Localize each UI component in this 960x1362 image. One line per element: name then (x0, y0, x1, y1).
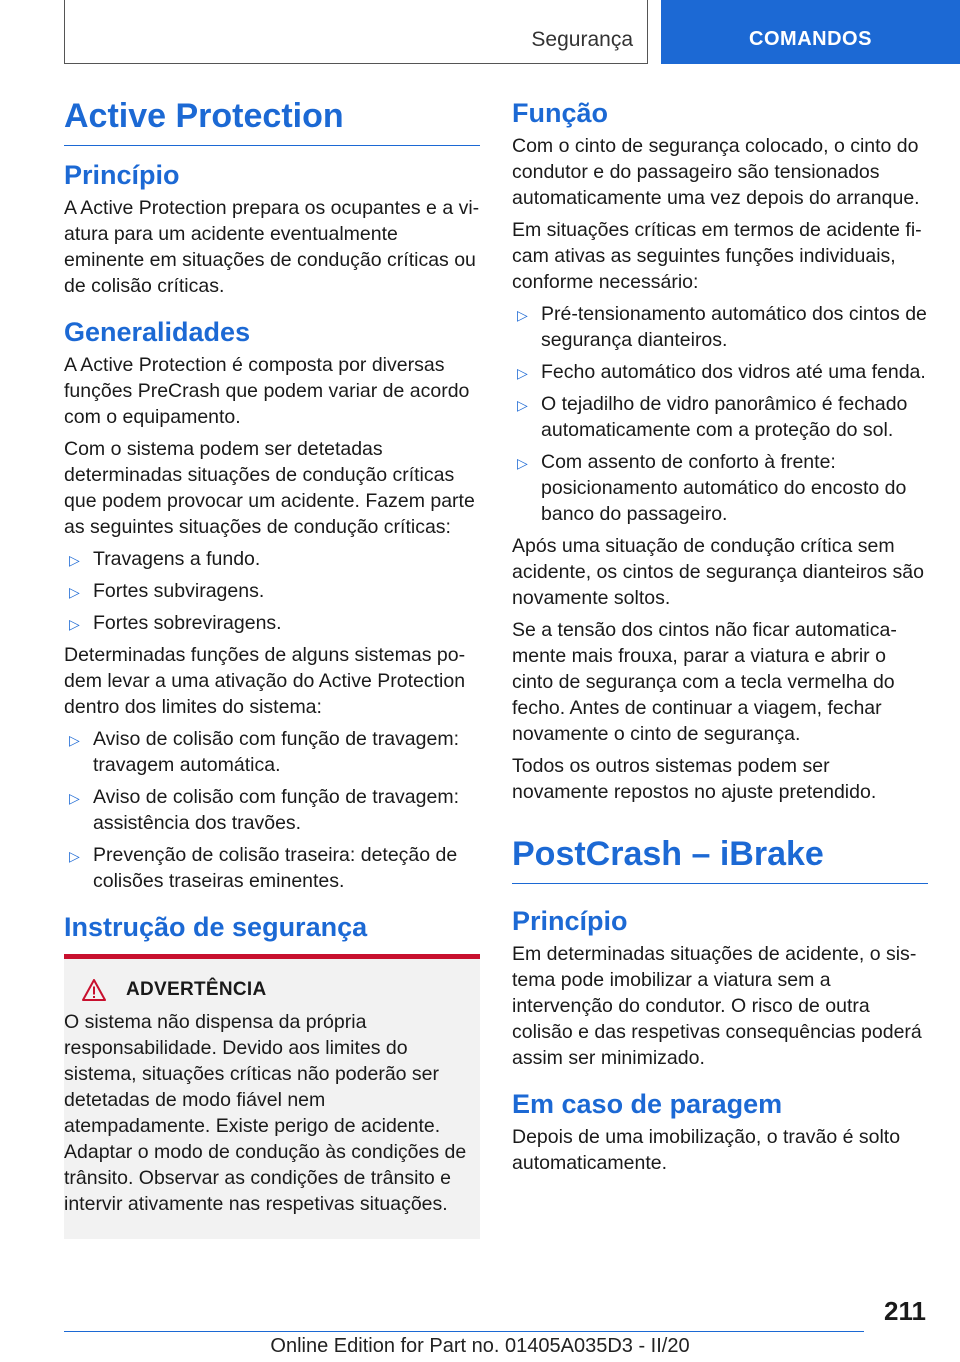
footer-divider (64, 1331, 864, 1332)
funcao-heading: Função (512, 98, 609, 128)
postcrash-title: PostCrash – iBrake (512, 836, 928, 884)
generalidades-heading: Generalidades (64, 317, 251, 348)
funcao-paragraph-5: Todos os outros sistemas podem ser novamente repostos no ajuste pretendido. (512, 755, 877, 804)
list-item: ▷ Prevenção de colisão traseira: deteção de colisões traseiras eminentes. (69, 844, 458, 893)
generalidades-paragraph-3: Determinadas funções de alguns sistemas podem levar a uma ativação do Active Protection dentro dos limites do sistema: (64, 644, 466, 719)
triangle-bullet-icon: ▷ (69, 616, 80, 633)
principio-heading: Princípio (64, 160, 180, 191)
triangle-bullet-icon: ▷ (69, 848, 80, 865)
funcao-paragraph-4: Se a tensão dos cintos não ficar automaticamente mais frouxa, parar a viatura e abrir o cinto de segurança com a tecla vermelha do fecho. Antes de continuar a viagem, fechar novamente o cinto de segurança. (512, 619, 897, 746)
triangle-bullet-icon: ▷ (517, 397, 528, 414)
header-section-title: Segurança (531, 28, 633, 51)
funcao-paragraph-3: Após uma situação de condução crítica sem acidente, os cintos de segurança dianteiros são novamente soltos. (512, 535, 924, 610)
warning-label: ADVERTÊNCIA (126, 978, 267, 1000)
footer-edition: Online Edition for Part no. 01405A035D3 - II/20 (270, 1335, 690, 1357)
list-item: ▷ Aviso de colisão com função de travagem: travagem automática. (69, 728, 460, 777)
right-column-postcrash (512, 836, 928, 1182)
triangle-bullet-icon: ▷ (517, 307, 528, 324)
warning-header (64, 979, 472, 1001)
list-item: ▷ Fortes subviragens. (64, 578, 480, 604)
postcrash-principio-text: Em determinadas situações de acidente, o sistema pode imobilizar a viatura sem a intervenção do condutor. O risco de outra colisão e das respetivas consequências poderá assim ser minimizado. (512, 943, 922, 1070)
situations-list (64, 546, 480, 636)
list-item: ▷ Fecho automático dos vidros até uma fenda. (512, 359, 928, 385)
header-chapter-label: COMANDOS (749, 28, 872, 50)
list-item: ▷ Fortes sobreviragens. (64, 610, 480, 636)
list-item: ▷ O tejadilho de vidro panorâmico é fechado automaticamente com a proteção do sol. (517, 393, 908, 442)
warning-triangle-icon (82, 979, 106, 1001)
triangle-bullet-icon: ▷ (517, 365, 528, 382)
functions-list (512, 301, 928, 527)
header-section-box (64, 0, 648, 64)
warning-text: O sistema não dispensa da própria responsabilidade. Devido aos limites do sistema, situações críticas não poderão ser detetadas de modo fiável nem atempadamente. Existe perigo de acidente. Adaptar o modo de condução às condições de trânsito. Observar as condições de trânsito e intervir ativamente nas respetivas situações. (64, 1010, 467, 1215)
list-item: ▷ Com assento de conforto à frente: posicionamento automático do encosto do banco do passageiro. (517, 451, 907, 526)
triangle-bullet-icon: ▷ (69, 732, 80, 749)
triangle-bullet-icon: ▷ (69, 584, 80, 601)
header-chapter-tab[interactable] (661, 0, 960, 64)
systems-list (64, 726, 480, 894)
list-item: ▷ Travagens a fundo. (64, 546, 480, 572)
triangle-bullet-icon: ▷ (517, 455, 528, 472)
funcao-paragraph-2: Em situações críticas em termos de acidente ficam ativas as seguintes funções individuais, conforme necessário: (512, 219, 922, 294)
triangle-bullet-icon: ▷ (69, 552, 80, 569)
postcrash-principio-heading: Princípio (512, 906, 628, 937)
generalidades-paragraph-1: A Active Protection é composta por diversas funções PreCrash que podem variar de acordo com o equipamento. (64, 354, 470, 429)
page-number: 211 (884, 1296, 926, 1326)
warning-box (64, 954, 480, 1239)
list-item: ▷ Aviso de colisão com função de travagem: assistência dos travões. (69, 786, 460, 835)
funcao-paragraph-1: Com o cinto de segurança colocado, o cinto do condutor e do passageiro são tensionados automaticamente uma vez depois do arranque. (512, 135, 920, 210)
triangle-bullet-icon: ▷ (69, 790, 80, 807)
list-item: ▷ Pré-tensionamento automático dos cintos de segurança dianteiros. (517, 303, 927, 352)
right-column (512, 98, 928, 811)
generalidades-paragraph-2: Com o sistema podem ser detetadas determinadas situações de condução críticas que podem provocar um acidente. Fazem parte as seguintes situações de condução críticas: (64, 438, 475, 539)
active-protection-title: Active Protection (64, 98, 480, 146)
left-column (64, 98, 480, 1239)
safety-heading: Instrução de segurança (64, 912, 368, 943)
principio-text: A Active Protection prepara os ocupantes e a viatura para um acidente eventualmente eminente em situações de condução críticas ou de colisão críticas. (64, 197, 480, 298)
paragem-heading: Em caso de paragem (512, 1089, 783, 1120)
paragem-text: Depois de uma imobilização, o travão é solto automaticamente. (512, 1126, 901, 1175)
